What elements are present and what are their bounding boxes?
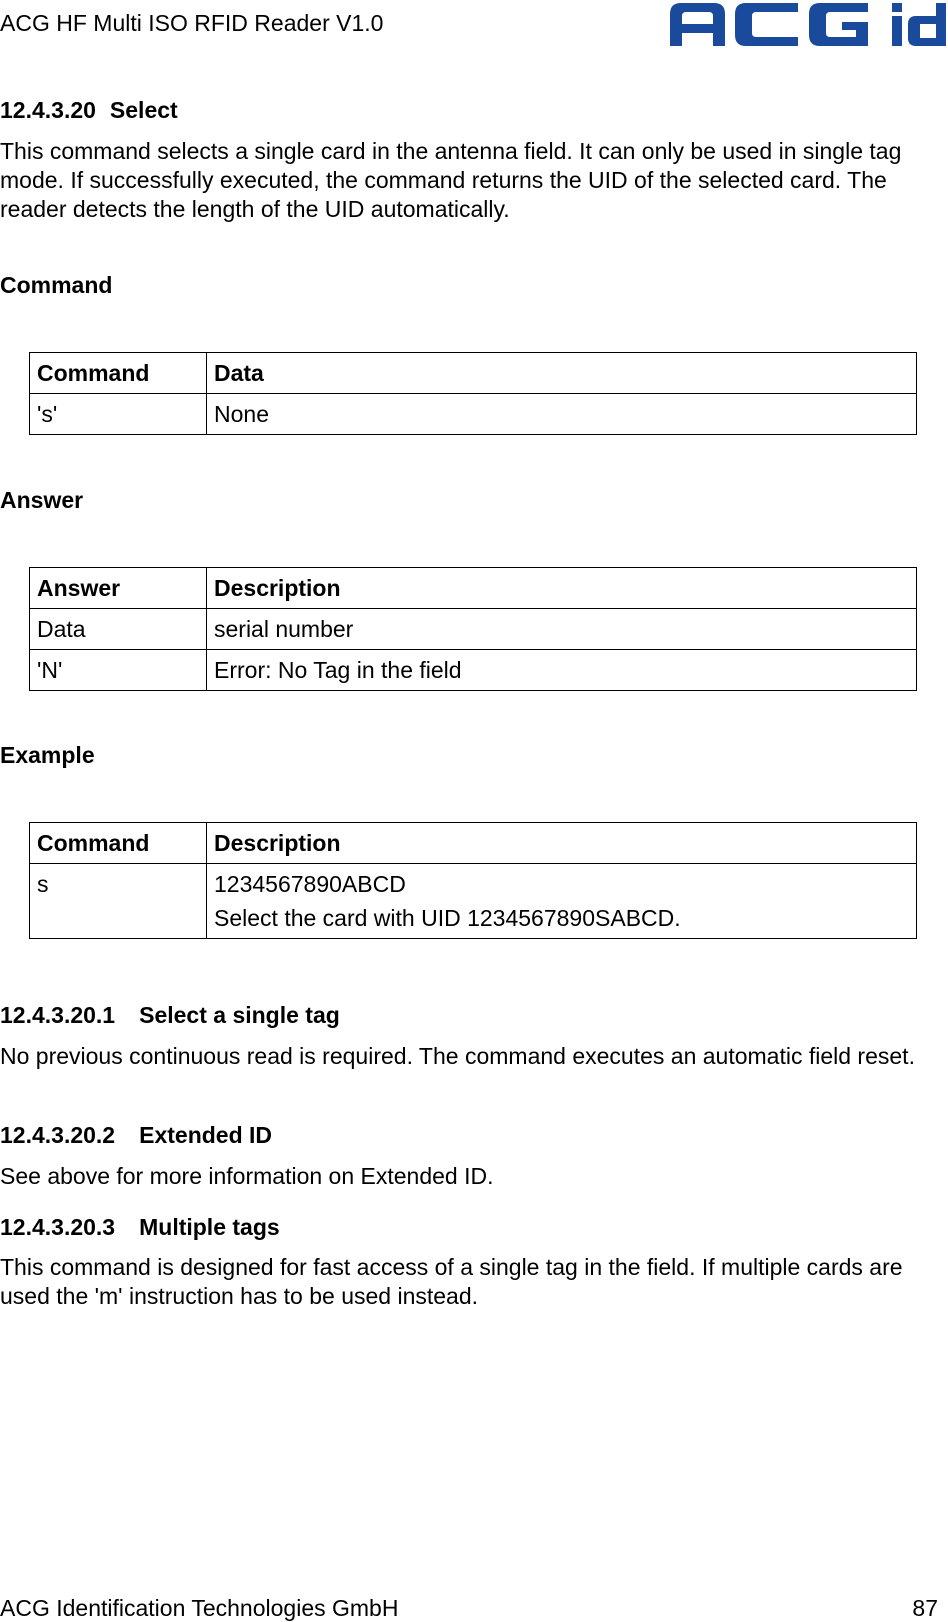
table-row <box>30 609 917 650</box>
column-header: Command <box>30 353 207 394</box>
subsection-title: Multiple tags <box>139 1214 280 1240</box>
answer-table <box>29 567 917 691</box>
subsection-number: 12.4.3.20.1 <box>0 1002 116 1028</box>
example-description: Select the card with UID 1234567890SABCD. <box>214 905 681 931</box>
example-table <box>29 822 917 939</box>
acg-id-logo <box>668 0 948 50</box>
table-row <box>30 650 917 691</box>
table-cell: Data <box>30 609 207 650</box>
table-cell: 'N' <box>30 650 207 691</box>
table-cell: None <box>207 394 917 435</box>
subsection-title: Select a single tag <box>139 1002 340 1028</box>
column-header: Data <box>207 353 917 394</box>
table-header-row <box>30 823 917 864</box>
subsection-heading <box>0 1214 280 1241</box>
example-uid: 1234567890ABCD <box>214 871 406 897</box>
document-header-title: ACG HF Multi ISO RFID Reader V1.0 <box>0 10 384 36</box>
column-header: Description <box>207 568 917 609</box>
example-label: Example <box>0 742 95 768</box>
table-cell: 's' <box>30 394 207 435</box>
table-header-row <box>30 568 917 609</box>
subsection-heading <box>0 1122 272 1149</box>
section-heading <box>0 97 178 124</box>
table-cell <box>207 864 917 939</box>
page-number: 87 <box>912 1595 938 1621</box>
footer-company: ACG Identification Technologies GmbH <box>0 1595 399 1621</box>
table-cell: serial number <box>207 609 917 650</box>
subsection-paragraph: See above for more information on Extended ID. <box>0 1163 494 1189</box>
answer-label: Answer <box>0 487 84 513</box>
section-title: Select <box>109 97 178 123</box>
table-cell: Error: No Tag in the field <box>207 650 917 691</box>
subsection-heading <box>0 1002 340 1029</box>
column-header: Command <box>30 823 207 864</box>
subsection-paragraph: No previous continuous read is required. The command executes an automatic field reset. <box>0 1043 915 1069</box>
column-header: Description <box>207 823 917 864</box>
section-intro-paragraph: This command selects a single card in the antenna field. It can only be used in single tag mode. If successfully executed, the command returns the UID of the selected card. The reader detects the length of the UID automatically. <box>0 138 902 222</box>
section-number: 12.4.3.20 <box>0 97 96 123</box>
command-table <box>29 352 917 435</box>
command-label: Command <box>0 272 113 298</box>
subsection-number: 12.4.3.20.2 <box>0 1122 116 1148</box>
table-row <box>30 394 917 435</box>
subsection-paragraph: This command is designed for fast access of a single tag in the field. If multiple cards are used the 'm' instruction has to be used instead. <box>0 1254 903 1309</box>
table-row <box>30 864 917 939</box>
table-header-row <box>30 353 917 394</box>
table-cell: s <box>30 864 207 939</box>
column-header: Answer <box>30 568 207 609</box>
subsection-title: Extended ID <box>139 1122 273 1148</box>
subsection-number: 12.4.3.20.3 <box>0 1214 116 1240</box>
